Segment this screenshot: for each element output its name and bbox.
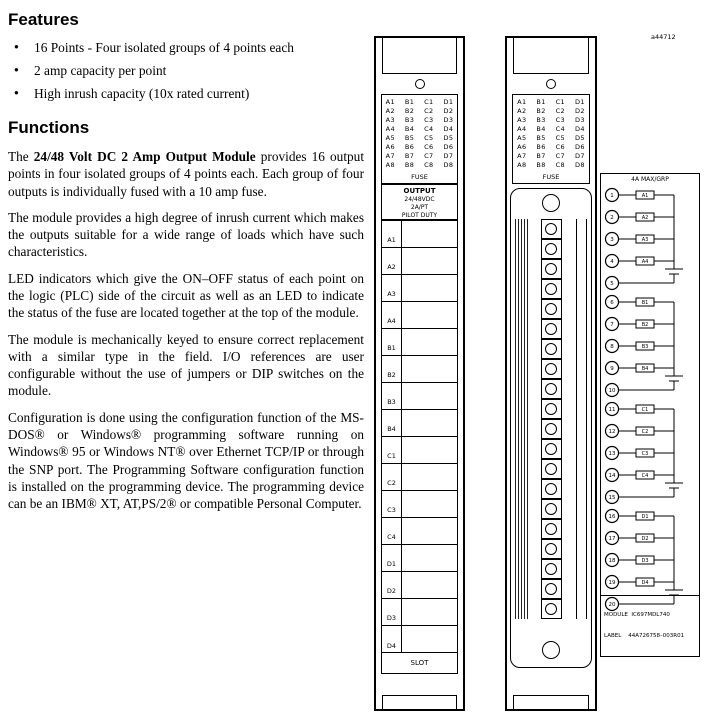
module-bottom-foot [382, 695, 457, 709]
load-point-label: A4 [641, 259, 648, 265]
led-row-labels: A2 B2 C2 D2 [517, 107, 585, 115]
point-row [382, 491, 457, 518]
terminal-number: 1 [609, 193, 614, 199]
module-bottom-foot [513, 695, 589, 709]
module-front-view [374, 36, 465, 711]
terminal-screw-icon [541, 219, 562, 239]
screw-head-icon [545, 523, 557, 535]
screw-head-icon [545, 583, 557, 595]
terminal-screw-icon [541, 419, 562, 439]
led-indicator-panel [512, 94, 590, 184]
slot-label: SLOT [381, 652, 458, 674]
mounting-screw-icon [542, 194, 560, 212]
led-row-labels: A6 B6 C6 D6 [517, 143, 585, 151]
text-column [8, 10, 364, 521]
load-point-label: D3 [640, 558, 649, 564]
feature-item: ● High inrush capacity (10x rated current) [10, 86, 364, 102]
screw-head-icon [545, 443, 557, 455]
figure-number: a44712 [651, 33, 676, 41]
header-line: PILOT DUTY [401, 212, 438, 220]
point-row [382, 383, 457, 410]
text-run: The [8, 149, 34, 164]
led-row-labels: A5 B5 C5 D5 [385, 134, 454, 142]
led-row-labels: A8 B8 C8 D8 [385, 161, 454, 169]
terminal-number: 8 [609, 344, 614, 350]
functions-paragraph-1 [8, 148, 364, 200]
terminal-screw-icon [541, 499, 562, 519]
fuse-label: FUSE [542, 173, 560, 181]
functions-paragraph-3: LED indicators which give the ON–OFF status of each point on the logic (PLC) side of the circuit as well as an LED to indicate the status of the fuse are located together at the top of the module. [8, 270, 364, 321]
load-point-label: D2 [640, 536, 649, 542]
terminal-number: 19 [608, 580, 615, 586]
load-point-label: D4 [640, 580, 649, 586]
point-row [382, 599, 457, 626]
point-row [382, 518, 457, 545]
led-row-labels: A3 B3 C3 D3 [385, 116, 454, 124]
module-rating-header [381, 184, 458, 220]
module-id-line: MODULE IC697MDL740 [604, 612, 670, 618]
point-row [382, 302, 457, 329]
functions-paragraph-5: Configuration is done using the configuration function of the MS-DOS® or Windows® programming software running on Windows® 95 or Windows NT® over Ethernet TCP/IP or through the SNP port. The Programming Software configuration function is installed on the programming device. The programming device can be an IBM® XT, AT,PS/2® or compatible Personal Computer. [8, 409, 364, 512]
header-line: 2A/PT [410, 204, 429, 212]
terminal-screw-icon [541, 239, 562, 259]
terminal-screw-icon [541, 339, 562, 359]
terminal-number: 6 [609, 300, 614, 306]
screw-head-icon [545, 483, 557, 495]
point-label: A2 [382, 248, 402, 274]
screw-head-icon [545, 363, 557, 375]
terminal-number: 5 [609, 281, 614, 287]
load-point-label: C2 [641, 429, 648, 435]
module-id-label [601, 595, 699, 656]
terminal-screw-icon [541, 379, 562, 399]
functions-paragraph-4: The module is mechanically keyed to ensure correct replacement with a similar type in the field. I/O references are user configurable without the use of jumpers or DIP switches on the module. [8, 331, 364, 399]
terminal-number: 14 [608, 473, 615, 479]
terminal-number: 4 [609, 259, 614, 265]
led-row-labels: A6 B6 C6 D6 [385, 143, 454, 151]
terminal-board [510, 188, 592, 668]
load-point-label: B4 [641, 366, 648, 372]
load-point-label: A3 [641, 237, 648, 243]
field-wiring-panel [600, 173, 700, 657]
point-row [382, 572, 457, 599]
point-label: D3 [382, 599, 402, 625]
point-label: B1 [382, 329, 402, 355]
screw-head-icon [545, 223, 557, 235]
group-rating-label: 4A MAX/GRP [631, 176, 669, 183]
led-row-labels: A7 B7 C7 D7 [385, 152, 454, 160]
terminal-screw-icon [541, 439, 562, 459]
terminal-number: 15 [608, 495, 615, 501]
feature-item: ● 2 amp capacity per point [10, 63, 364, 79]
terminal-screw-icon [541, 259, 562, 279]
point-label: D2 [382, 572, 402, 598]
load-point-label: B1 [641, 300, 648, 306]
point-label: B3 [382, 383, 402, 409]
terminal-number: 7 [609, 322, 614, 328]
screw-head-icon [545, 603, 557, 615]
led-row-labels: A1 B1 C1 D1 [517, 98, 585, 106]
wiring-group-c [602, 399, 699, 505]
screw-head-icon [545, 263, 557, 275]
point-label: C3 [382, 491, 402, 517]
led-row-labels: A7 B7 C7 D7 [517, 152, 585, 160]
led-row-labels: A2 B2 C2 D2 [385, 107, 454, 115]
point-row [382, 437, 457, 464]
load-point-label: A1 [641, 193, 648, 199]
features-heading: Features [8, 10, 79, 29]
led-row-labels: A8 B8 C8 D8 [517, 161, 585, 169]
screw-head-icon [545, 303, 557, 315]
header-line: 24/48VDC [404, 196, 435, 203]
led-row-labels: A3 B3 C3 D3 [517, 116, 585, 124]
terminal-number: 17 [608, 536, 615, 542]
point-row [382, 464, 457, 491]
battery-symbol [665, 269, 683, 283]
label-number-line: LABEL 44A726758–003R01 [604, 633, 685, 639]
terminal-number: 2 [609, 215, 614, 221]
point-label: D1 [382, 545, 402, 571]
battery-symbol [665, 376, 683, 390]
text-run: provides 16 output points in four isolated groups of 4 points each. Each group of four outputs is individually fused with a 10 amp fuse. [8, 149, 365, 199]
terminal-number: 18 [608, 558, 615, 564]
screw-head-icon [545, 323, 557, 335]
feature-item: ● 16 Points - Four isolated groups of 4 points each [10, 40, 364, 56]
features-list [10, 40, 364, 102]
point-row [382, 545, 457, 572]
screw-head-icon [545, 543, 557, 555]
terminal-number: 3 [609, 237, 614, 243]
point-label: C4 [382, 518, 402, 544]
led-row-labels: A1 B1 C1 D1 [385, 98, 454, 106]
screw-head-icon [545, 343, 557, 355]
led-row-labels: A4 B4 C4 D4 [517, 125, 585, 133]
terminal-screw-icon [541, 459, 562, 479]
module-name-bold: 24/48 Volt DC 2 Amp Output Module [33, 149, 256, 164]
screw-head-icon [545, 403, 557, 415]
terminal-number: 16 [608, 514, 615, 520]
load-point-label: C1 [641, 407, 648, 413]
point-label-card [381, 220, 458, 652]
point-label: B2 [382, 356, 402, 382]
load-point-label: B3 [641, 344, 648, 350]
header-line: OUTPUT [403, 187, 436, 195]
point-row [382, 356, 457, 383]
terminal-screw-icon [541, 299, 562, 319]
screw-head-icon [545, 423, 557, 435]
screw-head-icon [545, 463, 557, 475]
terminal-screw-icon [541, 479, 562, 499]
terminal-screw-icon [541, 319, 562, 339]
wiring-group-a [602, 185, 699, 291]
screw-head-icon [545, 283, 557, 295]
point-row [382, 275, 457, 302]
terminal-number: 10 [608, 388, 615, 394]
point-label: A1 [382, 221, 402, 247]
screw-head-icon [545, 383, 557, 395]
latch-hole-icon [546, 79, 556, 89]
screw-head-icon [545, 503, 557, 515]
load-point-label: C4 [641, 473, 648, 479]
point-label: C1 [382, 437, 402, 463]
screw-head-icon [545, 563, 557, 575]
led-row-labels: A5 B5 C5 D5 [517, 134, 585, 142]
terminal-screw-icon [541, 599, 562, 619]
wiring-group-b [602, 292, 699, 398]
module-top-cap [382, 38, 457, 74]
load-point-label: D1 [640, 514, 649, 520]
terminal-number: 13 [608, 451, 615, 457]
point-row [382, 626, 457, 653]
functions-heading: Functions [8, 118, 90, 137]
fuse-label: FUSE [411, 173, 428, 181]
module-top-cap [513, 38, 589, 74]
point-row [382, 410, 457, 437]
terminal-screw-icon [541, 399, 562, 419]
point-label: D4 [382, 626, 402, 653]
terminal-screw-icon [541, 579, 562, 599]
point-label: A3 [382, 275, 402, 301]
point-row [382, 248, 457, 275]
load-point-label: B2 [641, 322, 648, 328]
point-label: C2 [382, 464, 402, 490]
terminal-screw-column [511, 219, 591, 619]
terminal-screw-icon [541, 539, 562, 559]
battery-symbol [665, 483, 683, 497]
latch-hole-icon [415, 79, 425, 89]
functions-paragraph-2: The module provides a high degree of inrush current which makes the outputs suitable for a wide range of loads which have such characteristics. [8, 209, 364, 260]
terminal-number: 12 [608, 429, 615, 435]
terminal-number: 11 [608, 407, 615, 413]
mounting-screw-icon [542, 641, 560, 659]
terminal-screw-icon [541, 559, 562, 579]
point-row [382, 329, 457, 356]
terminal-screw-icon [541, 359, 562, 379]
terminal-number: 20 [608, 602, 615, 608]
point-row [382, 221, 457, 248]
load-point-label: A2 [641, 215, 648, 221]
point-label: A4 [382, 302, 402, 328]
led-row-labels: A4 B4 C4 D4 [385, 125, 454, 133]
point-label: B4 [382, 410, 402, 436]
terminal-screw-icon [541, 279, 562, 299]
module-terminal-view [505, 36, 597, 711]
led-indicator-panel [381, 94, 458, 184]
terminal-screw-icon [541, 519, 562, 539]
load-point-label: C3 [641, 451, 648, 457]
terminal-number: 9 [609, 366, 614, 372]
screw-head-icon [545, 243, 557, 255]
